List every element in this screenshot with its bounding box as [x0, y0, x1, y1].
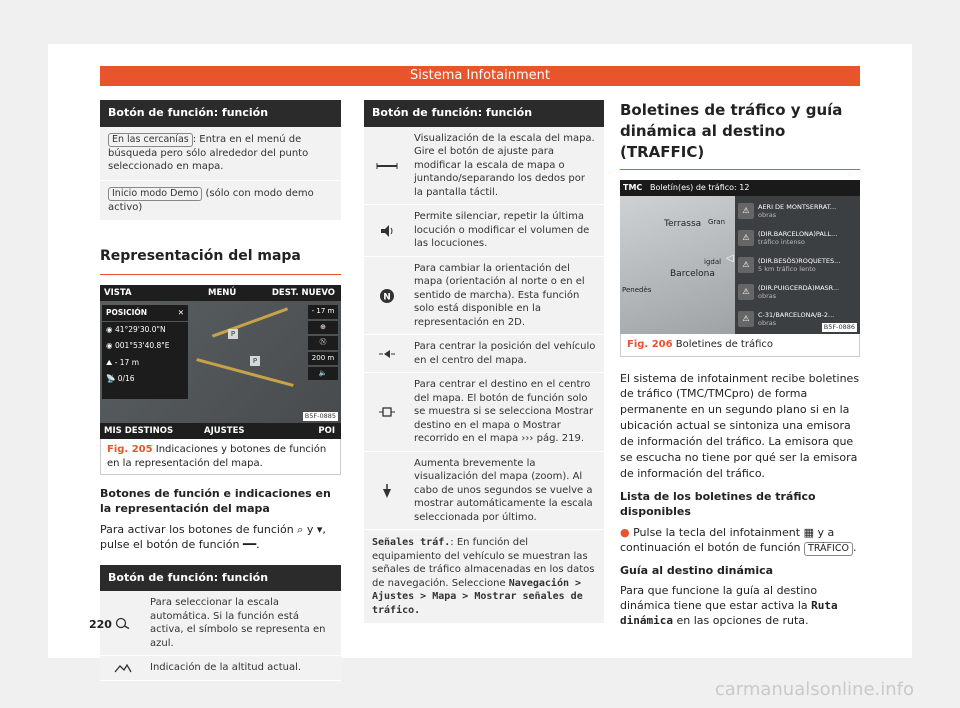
figure-number: Fig. 206: [627, 339, 673, 350]
satellites: 0/16: [117, 373, 135, 383]
row-text: Aumenta brevemente la visualización del mapa (zoom). Al cabo de unos segundos se vuelve a mostrar automáticamente la escala seleccionada por último.: [414, 457, 593, 523]
figure-code: B5F-0885: [304, 412, 336, 421]
table-row: [100, 127, 341, 181]
traffic-item-title: (DIR.PUIGCERDÀ)MASR...: [758, 283, 840, 292]
map-place: Barcelona: [670, 269, 715, 279]
page-header: Sistema Infotainment: [100, 66, 860, 86]
north-icon: [364, 257, 410, 335]
map-place: Gran: [708, 218, 726, 226]
satellite-icon: 📡: [106, 373, 118, 383]
scale-label[interactable]: - 17 m: [308, 305, 338, 318]
row-text: Visualización de la escala del mapa. Gire el botón de ajuste para modificar la escala de mapa o juntando/separando los dedos por la pantalla táctil.: [414, 132, 595, 198]
section-title: Representación del mapa: [100, 248, 301, 265]
chevron-left-icon[interactable]: ◁: [726, 253, 734, 264]
longitude: 001°53'40.8"E: [114, 341, 170, 351]
traffic-warning-icon: ⚠: [738, 311, 754, 327]
table-row: [100, 591, 341, 656]
text: Para activar los botones de función: [100, 522, 294, 536]
center-vehicle-icon[interactable]: ⊕: [308, 321, 338, 334]
option-term: Ruta dinámica: [620, 599, 838, 628]
bullet-icon: ●: [620, 525, 630, 539]
close-icon[interactable]: ✕: [177, 308, 184, 318]
text: y a continuación el botón de función: [620, 525, 835, 554]
row-text: Permite silenciar, repetir la última locución o modificar el volumen de las locuciones.: [414, 211, 590, 250]
text: y: [306, 522, 314, 536]
table-row: [364, 335, 604, 373]
left-column: [100, 100, 341, 681]
section-title: Boletines de tráfico y guía dinámica al destino (TRAFFIC): [620, 101, 843, 161]
paragraph: [100, 523, 341, 553]
key-demo[interactable]: Inicio modo Demo: [108, 187, 202, 201]
latitude-icon: ◉: [106, 325, 115, 335]
row-text: Para centrar la posición del vehículo en el centro del mapa.: [414, 341, 596, 366]
traffic-item[interactable]: [738, 279, 856, 305]
map-top-bar: [100, 285, 341, 301]
menu-path: Navegación > Ajustes > Mapa > Mostrar señales de tráfico.: [372, 577, 583, 616]
map-controls: [308, 305, 338, 380]
table-row: [364, 452, 604, 531]
traffic-item-detail: obras: [758, 319, 777, 327]
traffic-top-bar: [620, 180, 860, 196]
caption-text: Boletines de tráfico: [675, 339, 774, 350]
map-road: [212, 308, 288, 338]
text: , pulse el botón de función: [100, 522, 326, 551]
bullet-item: [620, 526, 860, 556]
divider: [620, 169, 860, 170]
figure-caption: [620, 334, 860, 357]
subheading: Botones de función e indicaciones en la representación del mapa: [100, 487, 331, 516]
table-row: [364, 257, 604, 336]
table-row: [364, 530, 604, 624]
right-column: [620, 100, 860, 635]
menu-term: Señales tráf.: [372, 537, 451, 549]
paragraph: [620, 584, 860, 629]
center-vehicle-icon: [364, 335, 410, 372]
north-icon[interactable]: Ⓝ: [308, 336, 338, 349]
scale-icon: [364, 127, 410, 205]
svg-text:N: N: [383, 292, 391, 303]
center-destination-icon: [364, 373, 410, 451]
middle-column: [364, 100, 604, 624]
poi-button[interactable]: POI: [318, 426, 335, 437]
figure-code: B5F-0886: [823, 323, 855, 332]
figure-number: Fig. 205: [107, 444, 153, 456]
caption-text: Indicaciones y botones de función en la representación del mapa.: [107, 444, 327, 469]
row-text: Para centrar el destino en el centro del mapa. El botón de función solo se muestra si se selecciona Mostrar destino en el mapa o Mostrar recorrido en el mapa ››› pág. 219.: [414, 379, 594, 445]
traffic-warning-icon: ⚠: [738, 203, 754, 219]
paragraph: El sistema de infotainment recibe boletines de tráfico (TMC/TMCpro) de forma permanente en un segundo plano si en la ubicación actual se sintoniza una emisora de información del tráfico. La emisora que se escucha no tiene por qué ser la emisora de información del tráfico.: [620, 371, 860, 481]
auto-zoom-icon: ⌕: [297, 522, 304, 536]
menu-button[interactable]: MENÚ: [208, 288, 237, 299]
my-destinations-button[interactable]: MIS DESTINOS: [104, 426, 174, 437]
scale-label[interactable]: 200 m: [308, 352, 338, 365]
row-text: Para seleccionar la escala automática. Si la función está activa, el símbolo se representa en azul.: [150, 597, 326, 649]
view-button[interactable]: VISTA: [104, 288, 132, 299]
traffic-button[interactable]: TRÁFICO: [804, 542, 853, 556]
row-text: : Entra en el menú de búsqueda pero sólo alrededor del punto seleccionado en mapa.: [108, 133, 309, 173]
map-place: Penedès: [622, 286, 652, 294]
traffic-item-title: C-31/BARCELONA/B-2...: [758, 310, 835, 319]
altitude: - 17 m: [114, 357, 140, 367]
row-text: : En función del equipamiento del vehículo se muestran las señales de tráfico almacenadas en los datos de navegación. Seleccione: [372, 537, 595, 589]
altitude-icon: [100, 656, 146, 680]
text: Pulse la tecla del infotainment: [633, 525, 801, 539]
traffic-warning-icon: ⚠: [738, 230, 754, 246]
traffic-warning-icon: ⚠: [738, 284, 754, 300]
volume-icon: [364, 205, 410, 256]
traffic-item-title: (DIR.BESÒS)ROQUETES...: [758, 256, 841, 265]
map-place: igdal: [704, 258, 722, 266]
poi-marker-icon: P: [228, 329, 238, 339]
altitude-icon: ⛰: [106, 357, 115, 367]
table-row: [364, 205, 604, 257]
row-text: Para cambiar la orientación del mapa (orientación al norte o en el sentido de marcha). Esta función solo está disponible en la representación en 2D.: [414, 262, 585, 328]
traffic-warning-icon: ⚠: [738, 257, 754, 273]
traffic-figure: [620, 180, 860, 334]
traffic-item[interactable]: [738, 225, 856, 251]
settings-button[interactable]: AJUSTES: [204, 426, 245, 437]
map-bottom-bar: [100, 423, 341, 439]
map-place: Terrassa: [664, 219, 702, 229]
table-row: [364, 373, 604, 452]
position-panel: [102, 305, 188, 399]
position-title: POSICIÓN: [106, 308, 148, 318]
watermark: carmanualsonline.info: [714, 679, 914, 700]
traffic-item-detail: 5 km tráfico lento: [758, 265, 816, 273]
latitude: 41°29'30.0"N: [114, 325, 166, 335]
infotainment-key-icon: ▦: [803, 525, 814, 539]
volume-icon[interactable]: 🔈: [308, 367, 338, 380]
traffic-list: [738, 198, 856, 333]
table-row: [364, 127, 604, 206]
longitude-icon: ◉: [106, 341, 115, 351]
text: en las opciones de ruta.: [676, 614, 809, 628]
table-row: [100, 181, 341, 222]
table-header: Botón de función: función: [364, 100, 604, 127]
divider: [100, 274, 341, 275]
figure-caption: [100, 439, 341, 475]
zoom-icon: ▾: [316, 522, 323, 536]
traffic-map[interactable]: [620, 196, 735, 334]
new-destination-button[interactable]: DEST. NUEVO: [271, 288, 335, 299]
key-nearby[interactable]: En las cercanías: [108, 133, 193, 147]
table1-header: Botón de función: función: [100, 100, 341, 127]
traffic-item-detail: obras: [758, 211, 777, 219]
map-figure: [100, 285, 341, 439]
traffic-item-detail: tráfico intenso: [758, 238, 805, 246]
poi-marker-icon: P: [250, 356, 260, 366]
row-text: (sólo con modo demo activo): [108, 187, 314, 213]
traffic-item[interactable]: [738, 252, 856, 278]
map-road: [196, 358, 293, 387]
table-row: [100, 656, 341, 681]
subheading: Guía al destino dinámica: [620, 563, 774, 577]
scale-icon: ━━: [242, 537, 257, 551]
traffic-item-detail: obras: [758, 292, 777, 300]
text: .: [256, 537, 260, 551]
row-text: Indicación de la altitud actual.: [150, 662, 302, 674]
traffic-item[interactable]: [738, 198, 856, 224]
text: .: [852, 540, 857, 554]
text: Para que funcione la guía al destino dinámica tiene que estar activa la: [620, 584, 818, 613]
tmc-label: TMC: [623, 183, 643, 192]
table2-header: Botón de función: función: [100, 565, 341, 592]
traffic-count: Boletín(es) de tráfico: 12: [650, 183, 750, 192]
page-number: 220: [89, 618, 112, 631]
subheading: Lista de los boletines de tráfico disponibles: [620, 490, 816, 518]
traffic-item-title: (DIR.BARCELONA)PALL...: [758, 229, 838, 238]
traffic-item-title: AERI DE MONTSERRAT...: [758, 202, 837, 211]
zoom-icon: [364, 452, 410, 530]
